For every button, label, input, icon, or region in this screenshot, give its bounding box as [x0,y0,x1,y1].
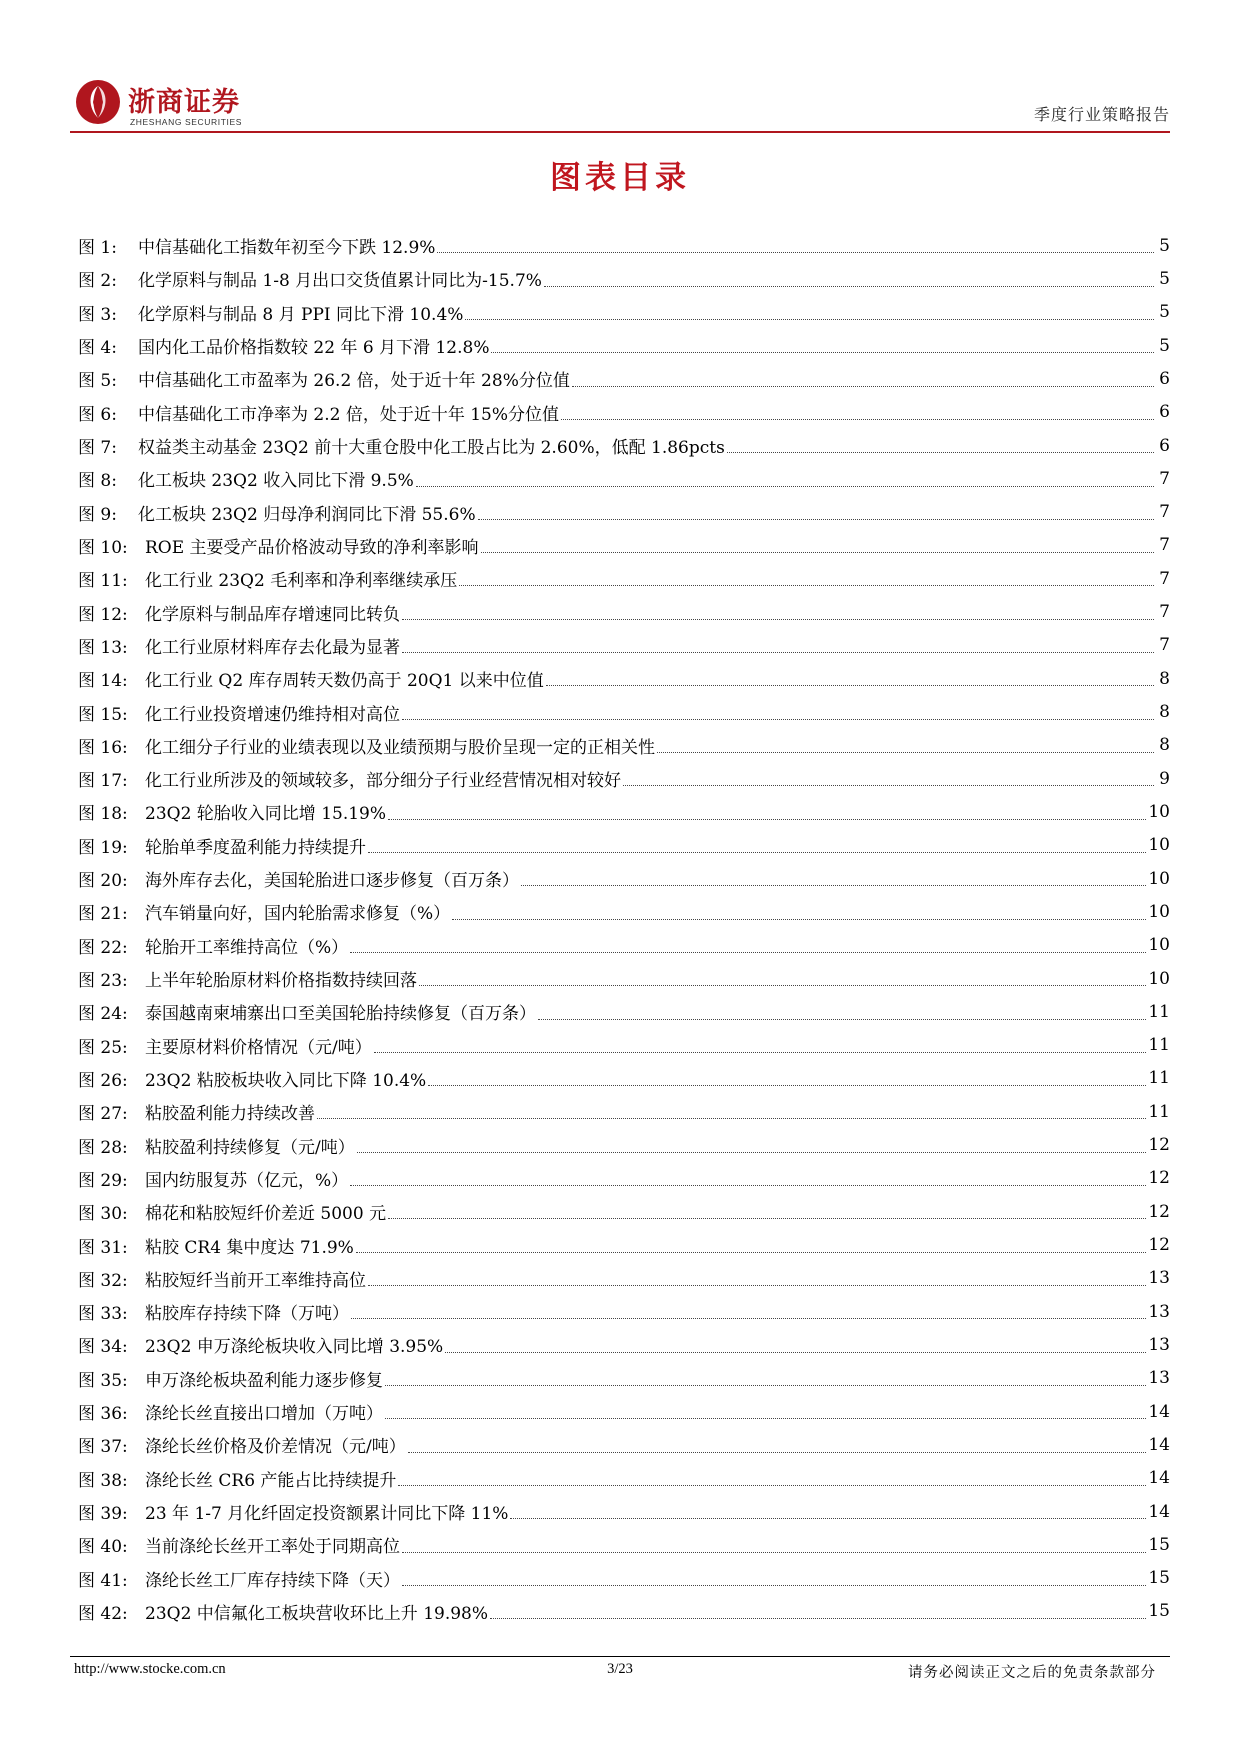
toc-figure-title[interactable]: 粘胶盈利持续修复（元/吨） [145,1137,355,1158]
toc-figure-number: 图 42: [78,1603,128,1624]
toc-figure-number: 图 22: [78,937,128,958]
toc-figure-number: 图 38: [78,1470,128,1491]
toc-figure-number: 图 28: [78,1137,128,1158]
toc-figure-number: 图 9: [78,504,117,525]
toc-figure-number: 图 21: [78,904,128,925]
toc-dot-leader [657,752,1154,753]
logo-cn-text: 浙商证券 [128,87,240,118]
toc-entry[interactable] [78,962,1170,995]
toc-page-number[interactable]: 15 [1148,1568,1170,1589]
toc-dot-leader [416,486,1154,487]
toc-entry[interactable] [78,629,1170,662]
toc-dot-leader [727,452,1154,453]
toc-page-number[interactable]: 7 [1159,535,1170,556]
toc-dot-leader [402,1552,1146,1553]
toc-entry[interactable] [78,729,1170,762]
toc-entry[interactable] [78,1295,1170,1328]
toc-figure-title[interactable]: 粘胶 CR4 集中度达 71.9% [145,1237,354,1258]
toc-page-number[interactable]: 8 [1159,735,1170,756]
toc-figure-title[interactable]: 涤纶长丝 CR6 产能占比持续提升 [145,1470,397,1491]
toc-figure-number: 图 13: [78,637,128,658]
toc-figure-title[interactable]: 粘胶短纤当前开工率维持高位 [145,1270,366,1291]
toc-page-number[interactable]: 10 [1148,935,1170,956]
toc-dot-leader [388,819,1146,820]
toc-figure-title[interactable]: 汽车销量向好，国内轮胎需求修复（%） [145,904,451,925]
toc-page-number[interactable]: 6 [1159,368,1170,389]
toc-dot-leader [452,919,1146,920]
toc-page-number[interactable]: 7 [1159,502,1170,523]
toc-figure-title[interactable]: 化学原料与制品 8 月 PPI 同比下滑 10.4% [138,304,464,325]
toc-figure-title[interactable]: 国内纺服复苏（亿元，%） [145,1170,349,1191]
toc-figure-number: 图 3: [78,304,117,325]
toc-dot-leader [546,685,1154,686]
toc-page-number[interactable]: 9 [1159,768,1170,789]
toc-page-number[interactable]: 14 [1148,1468,1170,1489]
toc-figure-title[interactable]: 泰国越南柬埔寨出口至美国轮胎持续修复（百万条） [145,1004,536,1025]
toc-entry[interactable] [78,496,1170,529]
toc-dot-leader [465,319,1154,320]
toc-figure-title[interactable]: 轮胎开工率维持高位（%） [145,937,349,958]
toc-dot-leader [561,419,1154,420]
toc-dot-leader [350,1185,1146,1186]
toc-figure-title[interactable]: 23Q2 轮胎收入同比增 15.19% [145,804,387,825]
toc-page-number[interactable]: 8 [1159,702,1170,723]
toc-figure-title[interactable]: 23Q2 中信氟化工板块营收环比上升 19.98% [145,1603,489,1624]
toc-figure-number: 图 34: [78,1337,128,1358]
toc-figure-title[interactable]: 上半年轮胎原材料价格指数持续回落 [145,971,417,992]
toc-dot-leader [445,1352,1146,1353]
toc-page-number[interactable]: 10 [1148,968,1170,989]
toc-entry[interactable] [78,262,1170,295]
toc-dot-leader [572,386,1154,387]
toc-page-number[interactable]: 10 [1148,835,1170,856]
toc-figure-title[interactable]: 海外库存去化，美国轮胎进口逐步修复（百万条） [145,871,519,892]
toc-entry[interactable] [78,1128,1170,1161]
toc-figure-number: 图 6: [78,404,117,425]
toc-figure-number: 图 39: [78,1504,128,1525]
toc-figure-title[interactable]: 涤纶长丝价格及价差情况（元/吨） [145,1437,406,1458]
toc-figure-number: 图 37: [78,1437,128,1458]
toc-figure-number: 图 1: [78,238,117,259]
toc-page-number[interactable]: 13 [1148,1268,1170,1289]
toc-figure-number: 图 19: [78,837,128,858]
page-title: 图表目录 [550,160,690,196]
toc-dot-leader [478,519,1154,520]
toc-figure-number: 图 25: [78,1037,128,1058]
header-divider [70,131,1170,133]
toc-figure-number: 图 7: [78,438,117,459]
toc-entry[interactable] [78,995,1170,1028]
toc-figure-number: 图 24: [78,1004,128,1025]
toc-entry[interactable] [78,462,1170,495]
toc-dot-leader [374,1052,1147,1053]
toc-figure-number: 图 20: [78,871,128,892]
toc-entry[interactable] [78,1029,1170,1062]
toc-figure-number: 图 41: [78,1570,128,1591]
toc-figure-title[interactable]: 化工细分子行业的业绩表现以及业绩预期与股价呈现一定的正相关性 [145,737,655,758]
toc-figure-title[interactable]: 国内化工品价格指数较 22 年 6 月下滑 12.8% [138,338,490,359]
toc-entry[interactable] [78,829,1170,862]
toc-figure-number: 图 40: [78,1537,128,1558]
toc-figure-number: 图 15: [78,704,128,725]
toc-page-number[interactable]: 11 [1148,1035,1170,1056]
toc-page-number[interactable]: 11 [1148,1068,1170,1089]
toc-figure-number: 图 31: [78,1237,128,1258]
toc-dot-leader [385,1418,1146,1419]
toc-dot-leader [510,1518,1146,1519]
toc-entry[interactable] [78,1062,1170,1095]
toc-dot-leader [350,952,1146,953]
toc-entry[interactable] [78,1228,1170,1261]
toc-dot-leader [419,985,1146,986]
toc-entry[interactable] [78,929,1170,962]
toc-entry[interactable] [78,1095,1170,1128]
footer-page-number: 3/23 [607,1661,633,1677]
footer-divider [70,1656,1170,1657]
toc-dot-leader [368,852,1146,853]
toc-figure-title[interactable]: 权益类主动基金 23Q2 前十大重仓股中化工股占比为 2.60%，低配 1.86pcts [138,438,725,459]
toc-entry[interactable] [78,1562,1170,1595]
toc-figure-title[interactable]: 化工行业原材料库存去化最为显著 [145,637,400,658]
toc-dot-leader [490,1618,1146,1619]
toc-page-number[interactable]: 12 [1148,1168,1170,1189]
toc-page-number[interactable]: 5 [1159,302,1170,323]
toc-figure-title[interactable]: 涤纶长丝工厂库存持续下降（天） [145,1570,400,1591]
toc-figure-number: 图 14: [78,671,128,692]
toc-dot-leader [351,1318,1146,1319]
report-type: 季度行业策略报告 [1033,105,1170,124]
toc-page-number[interactable]: 12 [1148,1201,1170,1222]
toc-page-number[interactable]: 5 [1159,335,1170,356]
toc-page-number[interactable]: 12 [1148,1235,1170,1256]
toc-dot-leader [385,1385,1146,1386]
toc-entry[interactable] [78,1195,1170,1228]
toc-figure-number: 图 27: [78,1104,128,1125]
toc-page-number[interactable]: 15 [1148,1534,1170,1555]
toc-page-number[interactable]: 7 [1159,568,1170,589]
toc-figure-number: 图 30: [78,1204,128,1225]
toc-entry[interactable] [78,362,1170,395]
toc-entry[interactable] [78,1328,1170,1361]
toc-page-number[interactable]: 6 [1159,435,1170,456]
toc-dot-leader [368,1285,1146,1286]
toc-page-number[interactable]: 14 [1148,1401,1170,1422]
toc-figure-title[interactable]: 中信基础化工指数年初至今下跌 12.9% [138,238,436,259]
toc-entry[interactable] [78,296,1170,329]
toc-dot-leader [521,885,1146,886]
toc-entry[interactable] [78,895,1170,928]
toc-entry[interactable] [78,1595,1170,1628]
toc-figure-number: 图 23: [78,971,128,992]
toc-figure-title[interactable]: 化工板块 23Q2 收入同比下滑 9.5% [138,471,414,492]
toc-page-number[interactable]: 10 [1148,801,1170,822]
toc-page-number[interactable]: 5 [1159,235,1170,256]
toc-entry[interactable] [78,229,1170,262]
toc-figure-number: 图 2: [78,271,117,292]
toc-page-number[interactable]: 11 [1148,1001,1170,1022]
footer-url-link[interactable]: http://www.stocke.com.cn [74,1661,226,1677]
toc-figure-title[interactable]: ROE 主要受产品价格波动导致的净利率影响 [145,537,479,558]
toc-figure-number: 图 33: [78,1304,128,1325]
toc-figure-title[interactable]: 23 年 1-7 月化纤固定投资额累计同比下降 11% [145,1504,509,1525]
toc-page-number[interactable]: 8 [1159,668,1170,689]
toc-figure-number: 图 26: [78,1070,128,1091]
toc-entry[interactable] [78,862,1170,895]
toc-entry[interactable] [78,529,1170,562]
toc-dot-leader [459,585,1154,586]
toc-entry[interactable] [78,1495,1170,1528]
toc-figure-title[interactable]: 涤纶长丝直接出口增加（万吨） [145,1404,383,1425]
toc-dot-leader [481,552,1154,553]
toc-figure-number: 图 35: [78,1370,128,1391]
toc-dot-leader [398,1485,1146,1486]
logo-en-text: ZHESHANG SECURITIES [130,117,242,127]
toc-figure-title[interactable]: 化学原料与制品 1-8 月出口交货值累计同比为-15.7% [138,271,542,292]
toc-figure-title[interactable]: 粘胶盈利能力持续改善 [145,1104,315,1125]
toc-figure-title[interactable]: 化工行业 23Q2 毛利率和净利率继续承压 [145,571,458,592]
toc-figure-number: 图 5: [78,371,117,392]
toc-entry[interactable] [78,1395,1170,1428]
toc-dot-leader [402,652,1154,653]
toc-figure-number: 图 4: [78,338,117,359]
toc-figure-title[interactable]: 申万涤纶板块盈利能力逐步修复 [145,1370,383,1391]
toc-entry[interactable] [78,662,1170,695]
toc-page-number[interactable]: 12 [1148,1135,1170,1156]
toc-entry[interactable] [78,695,1170,728]
toc-dot-leader [357,1152,1147,1153]
toc-figure-number: 图 8: [78,471,117,492]
toc-page-number[interactable]: 13 [1148,1301,1170,1322]
toc-figure-title[interactable]: 中信基础化工市盈率为 26.2 倍，处于近十年 28%分位值 [138,371,570,392]
page-footer [70,1661,1170,1685]
toc-entry[interactable] [78,1162,1170,1195]
toc-dot-leader [428,1085,1146,1086]
toc-page-number[interactable]: 10 [1148,901,1170,922]
toc-entry[interactable] [78,562,1170,595]
toc-figure-number: 图 18: [78,804,128,825]
toc-figure-number: 图 17: [78,771,128,792]
page-header [70,70,1170,132]
toc-page-number[interactable]: 13 [1148,1368,1170,1389]
toc-figure-title[interactable]: 中信基础化工市净率为 2.2 倍，处于近十年 15%分位值 [138,404,560,425]
toc-entry[interactable] [78,595,1170,628]
toc-page-number[interactable]: 7 [1159,468,1170,489]
toc-entry[interactable] [78,1362,1170,1395]
toc-figure-title[interactable]: 当前涤纶长丝开工率处于同期高位 [145,1537,400,1558]
toc-figure-title[interactable]: 23Q2 申万涤纶板块收入同比增 3.95% [145,1337,444,1358]
toc-page-number[interactable]: 10 [1148,868,1170,889]
figure-toc-list [78,229,1170,1628]
toc-figure-number: 图 12: [78,604,128,625]
toc-dot-leader [402,619,1154,620]
toc-figure-title[interactable]: 主要原材料价格情况（元/吨） [145,1037,372,1058]
toc-page-number[interactable]: 14 [1148,1434,1170,1455]
toc-entry[interactable] [78,762,1170,795]
toc-figure-title[interactable]: 粘胶库存持续下降（万吨） [145,1304,349,1325]
toc-figure-number: 图 32: [78,1270,128,1291]
toc-page-number[interactable]: 7 [1159,602,1170,623]
toc-figure-title[interactable]: 化工板块 23Q2 归母净利润同比下滑 55.6% [138,504,476,525]
zheshang-logo [70,76,270,128]
toc-dot-leader [491,352,1154,353]
toc-entry[interactable] [78,1528,1170,1561]
toc-figure-number: 图 16: [78,737,128,758]
toc-dot-leader [317,1118,1146,1119]
toc-dot-leader [356,1252,1147,1253]
toc-dot-leader [544,286,1154,287]
toc-entry[interactable] [78,329,1170,362]
toc-figure-number: 图 10: [78,537,128,558]
toc-figure-title[interactable]: 棉花和粘胶短纤价差近 5000 元 [145,1204,387,1225]
toc-entry[interactable] [78,795,1170,828]
toc-dot-leader [388,1218,1146,1219]
toc-entry[interactable] [78,1462,1170,1495]
toc-dot-leader [538,1019,1146,1020]
toc-page-number[interactable]: 13 [1148,1334,1170,1355]
toc-figure-number: 图 11: [78,571,128,592]
zheshang-logo-icon [74,78,122,126]
toc-entry[interactable] [78,1428,1170,1461]
toc-dot-leader [437,252,1154,253]
footer-disclaimer: 请务必阅读正文之后的免责条款部分 [908,1665,1156,1681]
toc-figure-number: 图 36: [78,1404,128,1425]
toc-entry[interactable] [78,429,1170,462]
toc-dot-leader [402,1585,1146,1586]
toc-figure-title[interactable]: 23Q2 粘胶板块收入同比下降 10.4% [145,1070,427,1091]
toc-page-number[interactable]: 5 [1159,268,1170,289]
toc-figure-number: 图 29: [78,1170,128,1191]
toc-figure-title[interactable]: 化工行业投资增速仍维持相对高位 [145,704,400,725]
toc-figure-title[interactable]: 化工行业所涉及的领域较多，部分细分子行业经营情况相对较好 [145,771,621,792]
toc-figure-title[interactable]: 轮胎单季度盈利能力持续提升 [145,837,366,858]
toc-figure-title[interactable]: 化学原料与制品库存增速同比转负 [145,604,400,625]
toc-page-number[interactable]: 7 [1159,635,1170,656]
toc-figure-title[interactable]: 化工行业 Q2 库存周转天数仍高于 20Q1 以来中位值 [145,671,544,692]
toc-dot-leader [402,719,1154,720]
toc-page-number[interactable]: 6 [1159,402,1170,423]
toc-page-number[interactable]: 15 [1148,1601,1170,1622]
toc-page-number[interactable]: 11 [1148,1101,1170,1122]
toc-entry[interactable] [78,1262,1170,1295]
toc-dot-leader [623,785,1154,786]
toc-page-number[interactable]: 14 [1148,1501,1170,1522]
toc-dot-leader [408,1452,1147,1453]
toc-entry[interactable] [78,396,1170,429]
